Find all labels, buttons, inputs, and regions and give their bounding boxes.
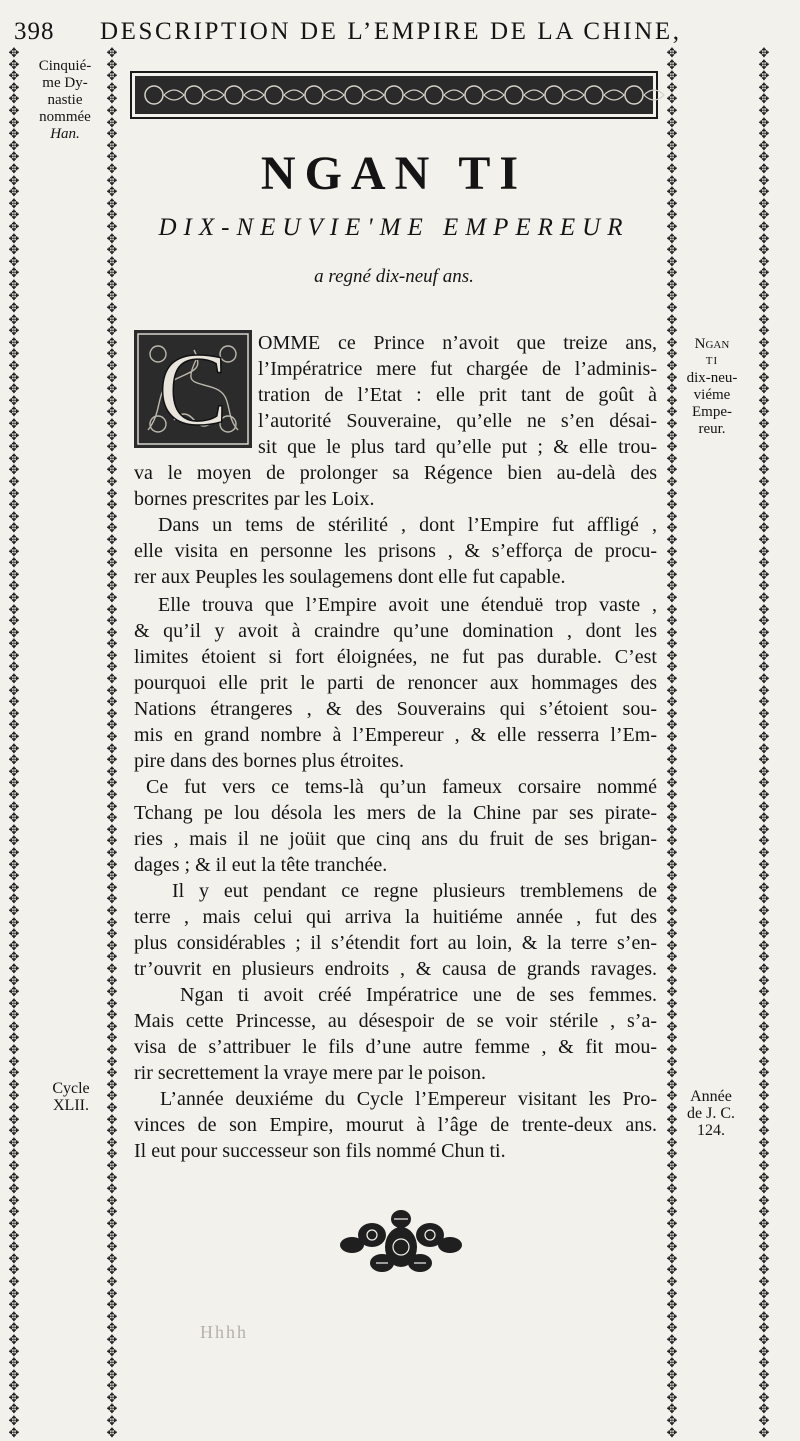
text-line: terre , mais celui qui arriva la huitiéme année , fut des xyxy=(134,906,657,928)
reign-note: a regné dix-neuf ans. xyxy=(314,266,474,287)
far-left-ornament-rule: ✥ ✥ ✥ ✥ ✥ ✥ ✥ ✥ ✥ ✥ ✥ ✥ ✥ ✥ ✥ ✥ ✥ ✥ ✥ ✥ ✥ ✥ ✥ ✥ ✥ ✥ ✥ ✥ ✥ ✥ ✥ ✥ ✥ ✥ ✥ ✥ ✥ ✥ ✥ ✥ ✥ ✥ ✥ ✥ ✥ ✥ ✥ ✥ ✥ ✥ ✥ ✥ ✥ ✥ ✥ ✥ ✥ ✥ ✥ ✥ ✥ ✥ ✥ ✥ ✥ ✥ ✥ ✥ ✥ ✥ ✥ ✥ ✥ ✥ ✥ ✥ ✥ ✥ ✥ ✥ ✥ ✥ ✥ ✥ ✥ ✥ ✥ ✥ ✥ ✥ ✥ ✥ ✥ ✥ ✥ ✥ ✥ ✥ ✥ ✥ ✥ ✥ ✥ ✥ ✥ ✥ ✥ ✥ ✥ ✥ ✥ ✥ ✥ ✥ ✥ ✥ ✥ ✥ ✥ ✥ xyxy=(8,46,20,1441)
text-line: ries , mais il ne joüit que cinq ans du fruit de ses brigan- xyxy=(134,828,657,850)
text-line: rir secrettement la vraye mere par le poison. xyxy=(134,1062,487,1084)
text-line: rer aux Peuples les soulagemens dont elle fut capable. xyxy=(134,566,566,588)
right-ornament-rule: ✥ ✥ ✥ ✥ ✥ ✥ ✥ ✥ ✥ ✥ ✥ ✥ ✥ ✥ ✥ ✥ ✥ ✥ ✥ ✥ ✥ ✥ ✥ ✥ ✥ ✥ ✥ ✥ ✥ ✥ ✥ ✥ ✥ ✥ ✥ ✥ ✥ ✥ ✥ ✥ ✥ ✥ ✥ ✥ ✥ ✥ ✥ ✥ ✥ ✥ ✥ ✥ ✥ ✥ ✥ ✥ ✥ ✥ ✥ ✥ ✥ ✥ ✥ ✥ ✥ ✥ ✥ ✥ ✥ ✥ ✥ ✥ ✥ ✥ ✥ ✥ ✥ ✥ ✥ ✥ ✥ ✥ ✥ ✥ ✥ ✥ ✥ ✥ ✥ ✥ ✥ ✥ ✥ ✥ ✥ ✥ ✥ ✥ ✥ ✥ ✥ ✥ ✥ ✥ ✥ ✥ ✥ ✥ ✥ ✥ ✥ ✥ ✥ ✥ ✥ ✥ ✥ ✥ ✥ ✥ xyxy=(666,46,678,1441)
margin-note-year xyxy=(680,1088,742,1139)
chapter-subtitle: DIX-NEUVIE'ME EMPEREUR xyxy=(158,214,630,241)
signature-mark: Hhhh xyxy=(200,1322,248,1342)
left-ornament-rule: ✥ ✥ ✥ ✥ ✥ ✥ ✥ ✥ ✥ ✥ ✥ ✥ ✥ ✥ ✥ ✥ ✥ ✥ ✥ ✥ ✥ ✥ ✥ ✥ ✥ ✥ ✥ ✥ ✥ ✥ ✥ ✥ ✥ ✥ ✥ ✥ ✥ ✥ ✥ ✥ ✥ ✥ ✥ ✥ ✥ ✥ ✥ ✥ ✥ ✥ ✥ ✥ ✥ ✥ ✥ ✥ ✥ ✥ ✥ ✥ ✥ ✥ ✥ ✥ ✥ ✥ ✥ ✥ ✥ ✥ ✥ ✥ ✥ ✥ ✥ ✥ ✥ ✥ ✥ ✥ ✥ ✥ ✥ ✥ ✥ ✥ ✥ ✥ ✥ ✥ ✥ ✥ ✥ ✥ ✥ ✥ ✥ ✥ ✥ ✥ ✥ ✥ ✥ ✥ ✥ ✥ ✥ ✥ ✥ ✥ ✥ ✥ ✥ ✥ ✥ ✥ ✥ ✥ ✥ ✥ xyxy=(106,46,118,1441)
margin-line: Ngan xyxy=(694,336,730,352)
margin-line: dix-neu- xyxy=(686,370,738,386)
text-line: l’autorité Souveraine, qu’elle ne s’en désai- xyxy=(258,410,657,432)
margin-line: 124. xyxy=(697,1122,725,1139)
margin-line: nommée xyxy=(39,109,91,125)
margin-line: Année xyxy=(690,1088,732,1105)
text-line: Elle trouva que l’Empire avoit une étenduë trop vaste , xyxy=(158,594,657,616)
text-line: tr’ouvrit en plusieurs endroits , & causa de grands ravages. xyxy=(134,958,657,980)
text-line: sit que le plus tard qu’elle put ; & elle trou- xyxy=(258,436,657,458)
text-line: Il y eut pendant ce regne plusieurs tremblemens de xyxy=(172,880,657,902)
margin-line: reur. xyxy=(698,421,726,437)
text-line: va le moyen de prolonger sa Régence bien au-delà des xyxy=(134,462,657,484)
text-line: Ngan ti avoit créé Impératrice une de ses femmes. xyxy=(180,984,657,1006)
drop-cap-letter: C xyxy=(158,332,228,447)
drop-cap xyxy=(134,330,252,448)
text-line: Dans un tems de stérilité , dont l’Empire fut affligé , xyxy=(158,514,657,536)
text-line: dages ; & il eut la tête tranchée. xyxy=(134,854,388,876)
text-line: elle visita en personne les prisons , & s’efforça de procu- xyxy=(134,540,657,562)
margin-note-cycle xyxy=(38,1080,104,1114)
text-line: Nations étrangeres , & des Souverains qui s’étoient sou- xyxy=(134,698,657,720)
margin-line: Han. xyxy=(50,126,80,142)
margin-line: viéme xyxy=(693,387,731,403)
chapter-title: NGAN TI xyxy=(260,147,528,200)
margin-line: Empe- xyxy=(692,404,732,420)
text-line: Tchang pe lou désola les mers de la Chine par ses pirate- xyxy=(134,802,657,824)
text-line: Il eut pour successeur son fils nommé Chun ti. xyxy=(134,1140,506,1162)
floral-tailpiece xyxy=(332,1207,470,1277)
text-line: pourquoi elle prit le parti de renoncer aux hommages des xyxy=(134,672,657,694)
margin-note-dynasty xyxy=(28,58,102,143)
text-line: Mais cette Princesse, au désespoir de se voir stérile , s’a- xyxy=(134,1010,657,1032)
margin-line: XLII. xyxy=(53,1097,89,1114)
margin-line: Cinquié- xyxy=(38,58,92,74)
margin-note-emperor xyxy=(683,336,741,438)
ornamental-headband xyxy=(130,70,658,120)
text-line: limites étoient si fort éloignées, ne fut pas durable. C’est xyxy=(134,646,657,668)
text-line: plus considérables ; il s’étendit fort au loin, & la terre s’en- xyxy=(134,932,657,954)
text-line: & qu’il y avoit à craindre qu’une domination , dont les xyxy=(134,620,657,642)
far-right-ornament-rule: ✥ ✥ ✥ ✥ ✥ ✥ ✥ ✥ ✥ ✥ ✥ ✥ ✥ ✥ ✥ ✥ ✥ ✥ ✥ ✥ ✥ ✥ ✥ ✥ ✥ ✥ ✥ ✥ ✥ ✥ ✥ ✥ ✥ ✥ ✥ ✥ ✥ ✥ ✥ ✥ ✥ ✥ ✥ ✥ ✥ ✥ ✥ ✥ ✥ ✥ ✥ ✥ ✥ ✥ ✥ ✥ ✥ ✥ ✥ ✥ ✥ ✥ ✥ ✥ ✥ ✥ ✥ ✥ ✥ ✥ ✥ ✥ ✥ ✥ ✥ ✥ ✥ ✥ ✥ ✥ ✥ ✥ ✥ ✥ ✥ ✥ ✥ ✥ ✥ ✥ ✥ ✥ ✥ ✥ ✥ ✥ ✥ ✥ ✥ ✥ ✥ ✥ ✥ ✥ ✥ ✥ ✥ ✥ ✥ ✥ ✥ ✥ ✥ ✥ ✥ ✥ ✥ ✥ ✥ ✥ xyxy=(758,46,770,1441)
text-line: bornes prescrites par les Loix. xyxy=(134,488,375,510)
margin-line: TI xyxy=(705,355,719,367)
text-line: Ce fut vers ce tems-là qu’un fameux corsaire nommé xyxy=(146,776,657,798)
text-line: pire dans des bornes plus étroites. xyxy=(134,750,404,772)
running-head: DESCRIPTION DE L’EMPIRE DE LA CHINE, xyxy=(100,18,682,45)
text-line: visa de s’attribuer le fils d’une autre femme , & fit mou- xyxy=(134,1036,657,1058)
margin-line: me Dy- xyxy=(42,75,88,91)
text-line: vinces de son Empire, mourut à l’âge de trente-deux ans. xyxy=(134,1114,657,1136)
margin-line: nastie xyxy=(47,92,83,108)
text-line: l’Impératrice mere fut chargée de l’adminis- xyxy=(258,358,657,380)
text-line: OMME ce Prince n’avoit que treize ans, xyxy=(258,332,657,354)
page-number: 398 xyxy=(14,18,55,45)
text-line: tration de l’Etat : elle prit tant de goût à xyxy=(258,384,657,406)
margin-line: Cycle xyxy=(52,1080,90,1097)
text-line: L’année deuxiéme du Cycle l’Empereur visitant les Pro- xyxy=(160,1088,657,1110)
text-line: mis en grand nombre à l’Empereur , & elle resserra l’Em- xyxy=(134,724,657,746)
margin-line: de J. C. xyxy=(687,1105,735,1122)
